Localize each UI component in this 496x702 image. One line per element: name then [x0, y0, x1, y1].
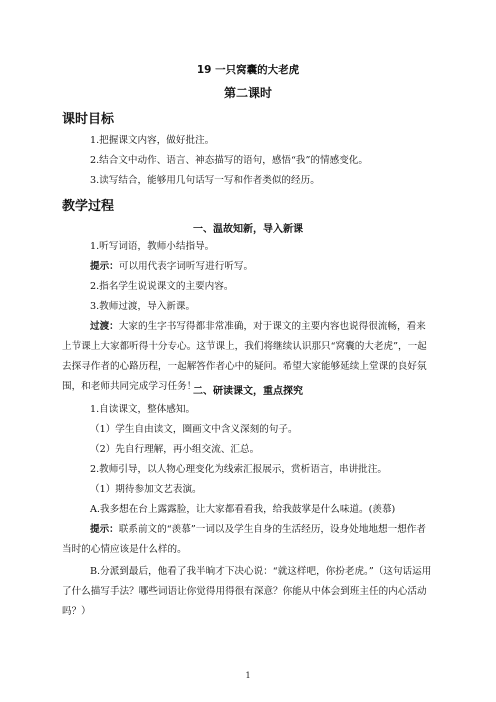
- transition-label: 过渡：: [90, 321, 119, 332]
- goal-item: 3.读写结合，能够用几句话写一写和作者类似的经历。: [90, 175, 320, 186]
- quote-text: B.分派到最后，他看了我半晌才下决心说：“就这样吧，你扮老虎。”: [90, 566, 374, 577]
- paragraph: （1）学生自由读文，圈画文中含义深刻的句子。: [90, 424, 298, 435]
- paragraph: 1.听写词语，教师小结指导。: [90, 241, 215, 252]
- section-heading-process: 教学过程: [62, 199, 115, 214]
- part-heading-2: 二、研读课文，重点探究: [193, 386, 303, 397]
- tip-label: 提示：: [90, 524, 119, 535]
- goal-item: 2.结合文中动作、语言、神态描写的语句，感悟“我”的情感变化。: [90, 155, 368, 166]
- paragraph: （1）期待参加文艺表演。: [90, 484, 202, 495]
- section-heading-goals: 课时目标: [62, 112, 115, 127]
- paragraph: 2.教师引导，以人物心理变化为线索汇报展示，赏析语言，串讲批注。: [90, 464, 387, 475]
- tip-text: 可以用代表字词听写进行听写。: [118, 261, 254, 272]
- tip-paragraph: [62, 520, 434, 560]
- quote-paragraph: A.我多想在台上露露脸，让大家都看看我，给我鼓掌是什么味道。(羡慕): [90, 504, 396, 515]
- quote-question: （这句话运用了什么描写手法？哪些词语让你觉得用得很有深意？你能从中体会到班主任的内心活动吗？）: [62, 566, 432, 617]
- tip-label: 提示：: [90, 261, 119, 272]
- lesson-title: 19 一只窝囊的大老虎: [196, 64, 300, 76]
- tip-paragraph: [90, 257, 434, 277]
- paragraph: 2.指名学生说说课文的主要内容。: [90, 281, 234, 292]
- page-number: 1: [245, 671, 251, 680]
- paragraph: 3.教师过渡，导入新课。: [90, 301, 196, 312]
- goal-item: 1.把握课文内容，做好批注。: [90, 135, 215, 146]
- paragraph: （2）先自行理解，再小组交流、汇总。: [90, 444, 260, 455]
- paragraph: 1.自读课文，整体感知。: [90, 404, 196, 415]
- transition-text: 大家的生字书写得都非常准确，对于课文的主要内容也说得很流畅，看来上节课上大家都听得十分专心。这节课上，我们将继续认识那只“窝囊的大老虎”，一起去探寻作者的心路历程，一起解答作者心中的疑问。希望大家能够延续上堂课的良好氛围，和老师共同完成学习任务！: [62, 321, 427, 392]
- tip-text: 联系前文的“羡慕”一词以及学生自身的生活经历，设身处地地想一想作者当时的心情应该是什么样的。: [62, 524, 426, 555]
- part-heading-1: 一、温故知新，导入新课: [193, 224, 303, 235]
- lesson-subtitle: 第二课时: [223, 86, 272, 100]
- quote-paragraph: [62, 562, 434, 622]
